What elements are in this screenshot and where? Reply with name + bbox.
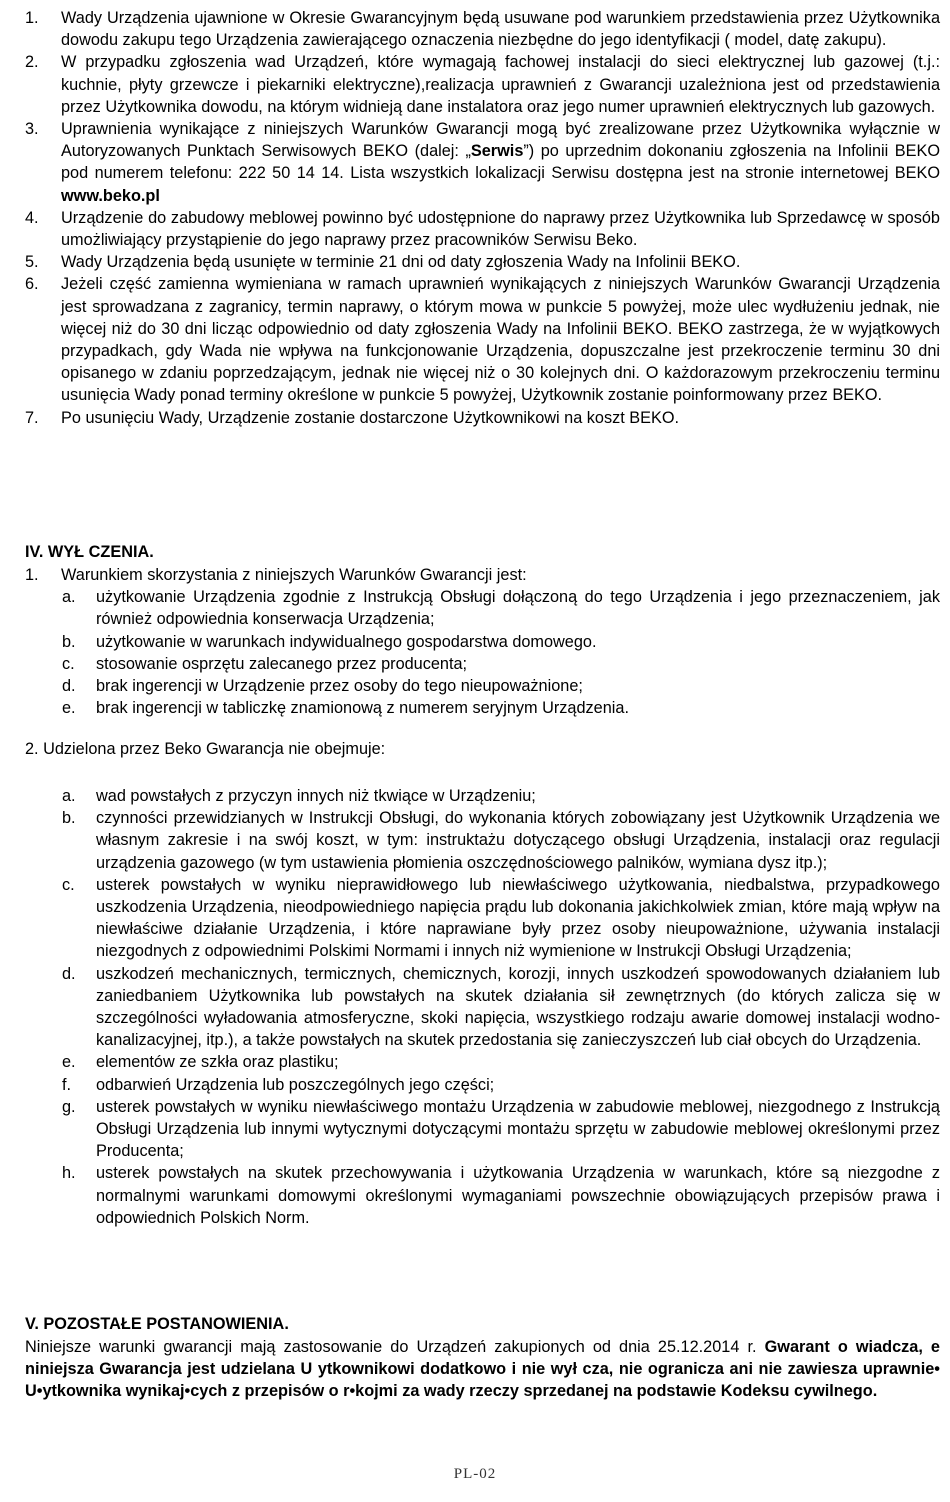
sub-item-text: odbarwień Urządzenia lub poszczególnych jego części;	[96, 1075, 495, 1094]
paragraph-bold-text: Gwarant o wiadcza, e niniejsza Gwarancja jest udzielana U ytkownikowi dodatkowo i nie wył cza, nie ogranicza ani nie zawiesza uprawnie• U•ytkownika wynikaj•cych z przepisów o r•kojmi za wady rzeczy sprzedanej na podstawie Kodeksu cywilnego.	[25, 1338, 940, 1401]
item-text: Wady Urządzenia będą usunięte w terminie 21 dni od daty zgłoszenia Wady na Infolinii BEKO.	[61, 253, 741, 272]
sub-item	[0, 653, 950, 675]
item-number: 5.	[25, 253, 39, 272]
item-number: 4.	[25, 208, 39, 227]
sub-item-text: usterek powstałych w wyniku niewłaściwego montażu Urządzenia w zabudowie meblowej, niezgodnego z Instrukcją Obsługi Urządzenia lub innymi wytycznymi dotyczącymi montażu sprzętu w zabudowie meblowej określonymi przez Producenta;	[96, 1097, 940, 1161]
list-item	[0, 251, 950, 273]
list-item	[0, 564, 950, 586]
item-text: Warunkiem skorzystania z niniejszych Warunków Gwarancji jest:	[61, 566, 527, 584]
serwis-term: Serwis	[470, 142, 524, 161]
exclusions-intro: 2. Udzielona przez Beko Gwarancja nie obejmuje:	[25, 740, 386, 758]
sub-item-letter: e.	[62, 699, 76, 718]
list-item	[0, 51, 950, 118]
sub-item-letter: c.	[62, 654, 75, 673]
sub-item-text: brak ingerencji w Urządzenie przez osoby do tego nieupoważnione;	[96, 677, 583, 696]
sub-item	[0, 963, 950, 1052]
section-v-paragraph	[25, 1336, 940, 1403]
sub-item-text: uszkodzeń mechanicznych, termicznych, chemicznych, korozji, innych uszkodzeń spowodowanych działaniem lub zaniedbaniem Użytkownika lub powstałych na skutek działania sił zewnętrznych (do których zalicza się w szczególności wyładowania atmosferyczne, skoki napięcia, wszystkiego rodzaju awarie domowej instalacji wodno-kanalizacyjnej, itp.), a także powstałych na skutek przedostania się zanieczyszczeń lub ciał obcych do Urządzenia.	[96, 964, 940, 1050]
sub-item-letter: h.	[62, 1164, 76, 1183]
item-number: 1.	[25, 566, 39, 584]
sub-item-letter: a.	[62, 787, 76, 805]
item-number: 2.	[25, 53, 39, 72]
sub-item-letter: b.	[62, 632, 76, 651]
sub-item-letter: b.	[62, 809, 76, 828]
sub-item-text: czynności przewidzianych w Instrukcji Obsługi, do wykonania których zobowiązany jest Użytkownik Urządzenia we własnym zakresie i na swój koszt, w tym: instruktażu dotyczącego obsługi Urządzenia, instalacji oraz regulacji urządzenia gazowego (w tym ustawienia płomienia oszczędnościowego palników, wymiana dysz itp.);	[96, 809, 940, 872]
item-number: 3.	[25, 120, 39, 139]
exclusions-list	[0, 785, 950, 1229]
item-text-part: Uprawnienia wynikające z niniejszych Warunków Gwarancji mogą być zrealizowane przez Użytkownika wyłącznie w Autoryzowanych Punktach Serwisowych BEKO (dalej: „	[61, 120, 940, 161]
sub-item	[0, 1074, 950, 1096]
sub-item	[0, 675, 950, 697]
sub-item-text: użytkowanie Urządzenia zgodnie z Instrukcją Obsługi dołączoną do tego Urządzenia i jego przeznaczeniem, jak również odpowiednia konserwacja Urządzenia;	[96, 588, 940, 629]
beko-website-link: www.beko.pl	[61, 186, 160, 205]
sub-item	[0, 874, 950, 963]
item-number: 1.	[25, 9, 39, 27]
sub-item-text: brak ingerencji w tabliczkę znamionową z numerem seryjnym Urządzenia.	[96, 699, 629, 718]
item-text: Po usunięciu Wady, Urządzenie zostanie dostarczone Użytkownikowi na koszt BEKO.	[61, 408, 680, 427]
sub-item	[0, 1096, 950, 1163]
item-text: Wady Urządzenia ujawnione w Okresie Gwarancyjnym będą usuwane pod warunkiem przedstawienia przez Użytkownika dowodu zakupu tego Urządzenia zawierającego oznaczenia niezbędne do jego identyfikacji ( model, datę zakupu).	[61, 9, 940, 50]
sub-item-text: użytkowanie w warunkach indywidualnego gospodarstwa domowego.	[96, 632, 597, 651]
item-text: Jeżeli część zamienna wymieniana w ramach uprawnień wynikających z niniejszych Warunków Gwarancji Urządzenia jest sprowadzana z zagranicy, termin naprawy, o którym mowa w punkcie 5 powyżej, może ulec wydłużeniu jednak, nie więcej niż do 30 dni licząc odpowiednio od daty zgłoszenia Wady na Infolinii BEKO. BEKO zastrzega, że w wyjątkowych przypadkach, gdy Wada nie wpływa na funkcjonowanie Urządzenia, dopuszczalne jest przekroczenie terminu 30 dni opisanego w zdaniu poprzedzającym, jednak nie więcej niż o 30 kolejnych dni. O każdorazowym przekroczeniu terminu usunięcia Wady ponad terminy określone w punkcie 5 powyżej, Użytkownik zostanie poinformowany przez BEKO.	[61, 275, 940, 405]
paragraph-text: Niniejsze warunki gwarancji mają zastosowanie do Urządzeń zakupionych od dnia 25.12.2014 r.	[25, 1338, 765, 1356]
warranty-terms-list	[0, 7, 950, 429]
sub-item-letter: c.	[62, 875, 75, 894]
sub-item	[0, 697, 950, 719]
page-number: PL-02	[453, 1466, 497, 1482]
sub-item-text: usterek powstałych w wyniku nieprawidłowego lub niewłaściwego użytkowania, niedbalstwa, przypadkowego uszkodzenia Urządzenia, nieodpowiedniego napięcia prądu lub dokonania jakichkolwiek zmian, które mają wpływ na niewłaściwe działanie Urządzenia, i które naprawiane były przez osoby nieupoważnione, używania instalacji niezgodnych z odpowiednimi Polskimi Normami i innych niż wymienione w Instrukcji Obsługi Urządzenia;	[96, 875, 940, 961]
item-text-part: ”) po uprzednim dokonaniu zgłoszenia na Infolinii BEKO pod numerem telefonu: 222 50 14 14. Lista wszystkich lokalizacji Serwisu dostępna jest na stronie internetowej BEKO	[61, 142, 940, 183]
sub-item	[0, 586, 950, 630]
sub-item-letter: g.	[62, 1097, 76, 1116]
section-v-heading: V. POZOSTAŁE POSTANOWIENIA.	[25, 1315, 289, 1333]
list-item	[0, 207, 950, 251]
sub-item-letter: a.	[62, 588, 76, 607]
item-number: 6.	[25, 275, 39, 294]
sub-item-letter: e.	[62, 1053, 76, 1072]
sub-item-text: usterek powstałych na skutek przechowywania i użytkowania Urządzenia w warunkach, które są niezgodne z normalnymi warunkami domowymi określonymi wymaganiami powszechnie obowiązujących przepisów prawa i odpowiednich Polskich Norm.	[96, 1164, 940, 1227]
sub-item	[0, 1051, 950, 1073]
sub-item	[0, 785, 950, 807]
section-iv-heading: IV. WYŁ CZENIA.	[25, 543, 154, 561]
list-item	[0, 7, 950, 51]
sub-item-text: stosowanie osprzętu zalecanego przez producenta;	[96, 654, 468, 673]
list-item	[0, 407, 950, 429]
sub-item-letter: f.	[62, 1075, 72, 1094]
item-number: 7.	[25, 408, 39, 427]
sub-item	[0, 807, 950, 874]
sub-item-letter: d.	[62, 677, 76, 696]
sub-item-text: elementów ze szkła oraz plastiku;	[96, 1053, 339, 1072]
conditions-block	[0, 564, 950, 719]
sub-item-letter: d.	[62, 964, 76, 983]
item-text: Urządzenie do zabudowy meblowej powinno być udostępnione do naprawy przez Użytkownika lub Sprzedawcę w sposób umożliwiający przystąpienie do jego naprawy przez pracowników Serwisu Beko.	[61, 208, 940, 250]
list-item	[0, 273, 950, 406]
sub-item-text: wad powstałych z przyczyn innych niż tkwiące w Urządzeniu;	[96, 787, 536, 805]
item-text: W przypadku zgłoszenia wad Urządzeń, które wymagają fachowej instalacji do sieci elektrycznej lub gazowej (t.j.: kuchnie, płyty grzewcze i piekarniki elektryczne),realizacja uprawnień z Gwarancji uzależniona jest od przedstawienia przez Użytkownika dowodu, na którym widnieją dane instalatora oraz jego numer uprawnień elektrycznych lub gazowych.	[61, 53, 940, 116]
list-item	[0, 118, 950, 207]
sub-item	[0, 631, 950, 653]
sub-item	[0, 1162, 950, 1229]
item-text	[61, 118, 940, 207]
